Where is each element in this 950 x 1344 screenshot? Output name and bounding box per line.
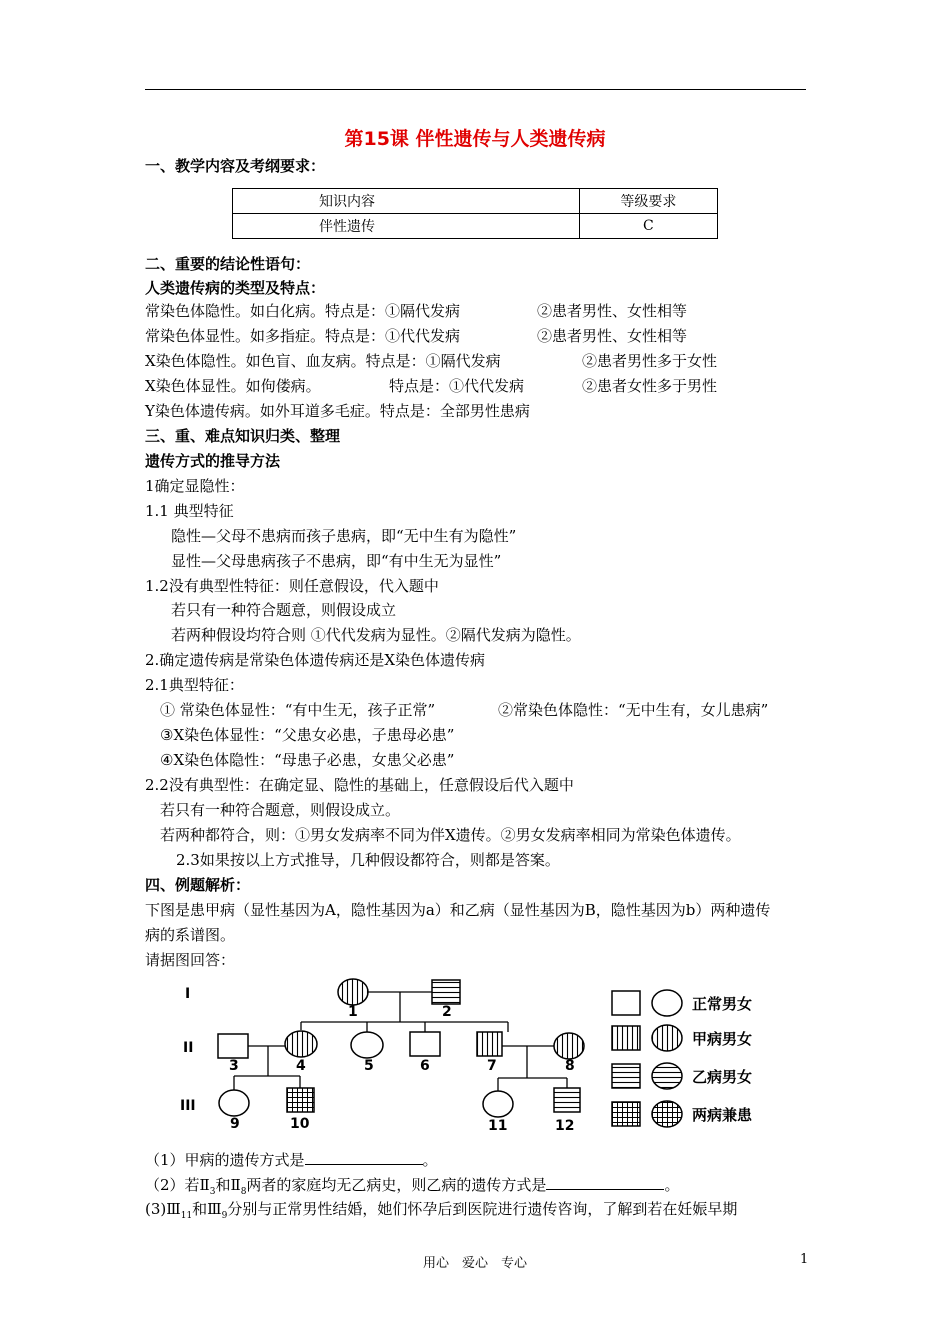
- individual-female-normal: [351, 1032, 383, 1058]
- disease-desc: X染色体隐性。如色盲、血友病。特点是：①隔代发病: [145, 352, 501, 370]
- method-line: 1.2没有典型性特征：则任意假设，代入题中: [145, 577, 439, 595]
- method-line: 2.3如果按以上方式推导，几种假设都符合，则都是答案。: [176, 851, 560, 869]
- method-line: 隐性—父母不患病而孩子患病，即“无中生有为隐性”: [171, 527, 517, 545]
- example-intro: 请据图回答：: [145, 951, 236, 969]
- method-line: 若两种都符合，则：①男女发病率不同为伴X遗传。②男女发病率相同为常染色体遗传。: [160, 826, 741, 844]
- question-1: [145, 1150, 438, 1170]
- question-text: 。: [422, 1151, 438, 1169]
- individual-number: 10: [290, 1116, 310, 1132]
- method-line: 若只有一种符合题意，则假设成立。: [160, 801, 401, 819]
- example-intro: 下图是患甲病（显性基因为A，隐性基因为a）和乙病（显性基因为B，隐性基因为b）两种遗传: [145, 901, 771, 919]
- method-line: 2.1典型特征：: [145, 676, 244, 694]
- individual-male-disease-a: [477, 1032, 502, 1056]
- method-line: 1确定显隐性：: [145, 477, 245, 495]
- question-text: 两者的家庭均无乙病史，则乙病的遗传方式是: [246, 1176, 547, 1194]
- individual-female-normal: [483, 1091, 513, 1117]
- individual-female-disease-a: [338, 979, 368, 1005]
- legend-circle-normal: [652, 990, 682, 1016]
- pedigree-legend: [612, 990, 682, 1127]
- disease-feature: ②患者男性多于女性: [582, 352, 718, 370]
- disease-feature: ②患者女性多于男性: [582, 377, 718, 395]
- question-2: [145, 1175, 679, 1202]
- question-text: (3)Ⅲ: [145, 1200, 181, 1218]
- question-text: 和Ⅲ: [192, 1200, 222, 1218]
- section-2-heading: 二、重要的结论性语句：: [145, 255, 311, 273]
- legend-circle-both: [652, 1101, 682, 1127]
- individual-number: 1: [348, 1004, 358, 1020]
- individual-number: 12: [555, 1118, 575, 1134]
- disease-desc: 常染色体显性。如多指症。特点是：①代代发病: [145, 327, 461, 345]
- individual-male-disease-b: [554, 1088, 580, 1112]
- question-3: [145, 1199, 737, 1226]
- subscript: 9: [221, 1211, 228, 1221]
- section-4-heading: 四、例题解析：: [145, 876, 251, 894]
- subheading-method: 遗传方式的推导方法: [145, 452, 281, 470]
- legend-square-disease-a: [612, 1026, 640, 1050]
- individual-male-both-diseases: [287, 1088, 314, 1112]
- subscript: 3: [209, 1187, 216, 1197]
- individual-number: 5: [364, 1058, 374, 1074]
- table-cell: C: [579, 214, 717, 239]
- individual-male-disease-b: [432, 980, 460, 1004]
- page-number: 1: [800, 1252, 809, 1267]
- legend-circle-disease-b: [652, 1063, 682, 1089]
- subheading-disease-types: 人类遗传病的类型及特点：: [145, 279, 326, 297]
- question-text: （1）甲病的遗传方式是: [145, 1151, 305, 1169]
- page-footer: 用心 爱心 专心: [422, 1256, 527, 1271]
- legend-label: 甲病男女: [692, 1030, 753, 1048]
- generation-label: III: [180, 1098, 196, 1114]
- individual-female-normal: [219, 1090, 249, 1116]
- method-line: ③X染色体显性：“父患女必患，子患母必患”: [160, 726, 455, 744]
- question-text: 和Ⅱ: [215, 1176, 241, 1194]
- legend-label: 正常男女: [692, 995, 753, 1013]
- disease-desc: Y染色体遗传病。如外耳道多毛症。特点是：全部男性患病: [145, 402, 530, 420]
- page-title: 第15课 伴性遗传与人类遗传病: [344, 128, 606, 150]
- legend-square-disease-b: [612, 1064, 640, 1088]
- pedigree-lines: [234, 992, 567, 1091]
- method-line: 若只有一种符合题意，则假设成立: [171, 601, 397, 619]
- individual-male-normal: [218, 1034, 248, 1058]
- method-line: ④X染色体隐性：“母患子必患，女患父必患”: [160, 751, 455, 769]
- question-text: 。: [664, 1176, 680, 1194]
- disease-desc: 常染色体隐性。如白化病。特点是：①隔代发病: [145, 302, 461, 320]
- feature-1: ① 常染色体显性：“有中生无，孩子正常”: [160, 701, 436, 719]
- method-line: 1.1 典型特征: [145, 502, 234, 520]
- subscript: 11: [180, 1211, 193, 1221]
- method-line: 显性—父母患病孩子不患病，即“有中生无为显性”: [171, 552, 502, 570]
- disease-desc: X染色体显性。如佝偻病。: [145, 377, 321, 395]
- section-3-heading: 三、重、难点知识归类、整理: [145, 427, 341, 445]
- method-line: 若两种假设均符合则 ①代代发病为显性。②隔代发病为隐性。: [171, 626, 581, 644]
- legend-square-normal: [612, 991, 640, 1015]
- answer-blank[interactable]: [546, 1175, 664, 1190]
- table-cell: 伴性遗传: [233, 214, 580, 239]
- individual-female-disease-a: [285, 1031, 317, 1057]
- individual-number: 11: [488, 1118, 508, 1134]
- generation-label: I: [185, 986, 191, 1002]
- legend-square-both: [612, 1102, 640, 1126]
- disease-feature-1: 特点是：①代代发病: [389, 377, 525, 395]
- subscript: 8: [240, 1187, 247, 1197]
- disease-feature: ②患者男性、女性相等: [537, 327, 688, 345]
- individual-number: 6: [420, 1058, 430, 1074]
- feature-2: ②常染色体隐性：“无中生有，女儿患病”: [498, 701, 769, 719]
- question-text: 分别与正常男性结婚，她们怀孕后到医院进行遗传咨询，了解到若在妊娠早期: [227, 1200, 738, 1218]
- individual-female-disease-a: [554, 1033, 584, 1059]
- legend-label: 两病兼患: [692, 1106, 753, 1124]
- question-text: （2）若Ⅱ: [145, 1176, 210, 1194]
- individual-number: 2: [442, 1004, 452, 1020]
- generation-label: II: [183, 1040, 194, 1056]
- disease-feature: ②患者男性、女性相等: [537, 302, 688, 320]
- legend-label: 乙病男女: [692, 1068, 753, 1086]
- table-header: 知识内容: [233, 189, 580, 214]
- table-header: 等级要求: [579, 189, 717, 214]
- individual-number: 3: [229, 1058, 239, 1074]
- answer-blank[interactable]: [305, 1150, 423, 1165]
- legend-circle-disease-a: [652, 1025, 682, 1051]
- individual-number: 7: [487, 1058, 497, 1074]
- individual-male-normal: [410, 1032, 440, 1056]
- individual-number: 4: [296, 1058, 306, 1074]
- individual-number: 9: [230, 1116, 240, 1132]
- example-intro: 病的系谱图。: [145, 926, 236, 944]
- individual-number: 8: [565, 1058, 575, 1074]
- method-line: 2.确定遗传病是常染色体遗传病还是X染色体遗传病: [145, 651, 485, 669]
- method-line: 2.2没有典型性：在确定显、隐性的基础上，任意假设后代入题中: [145, 776, 574, 794]
- section-1-heading: 一、教学内容及考纲要求：: [145, 157, 326, 175]
